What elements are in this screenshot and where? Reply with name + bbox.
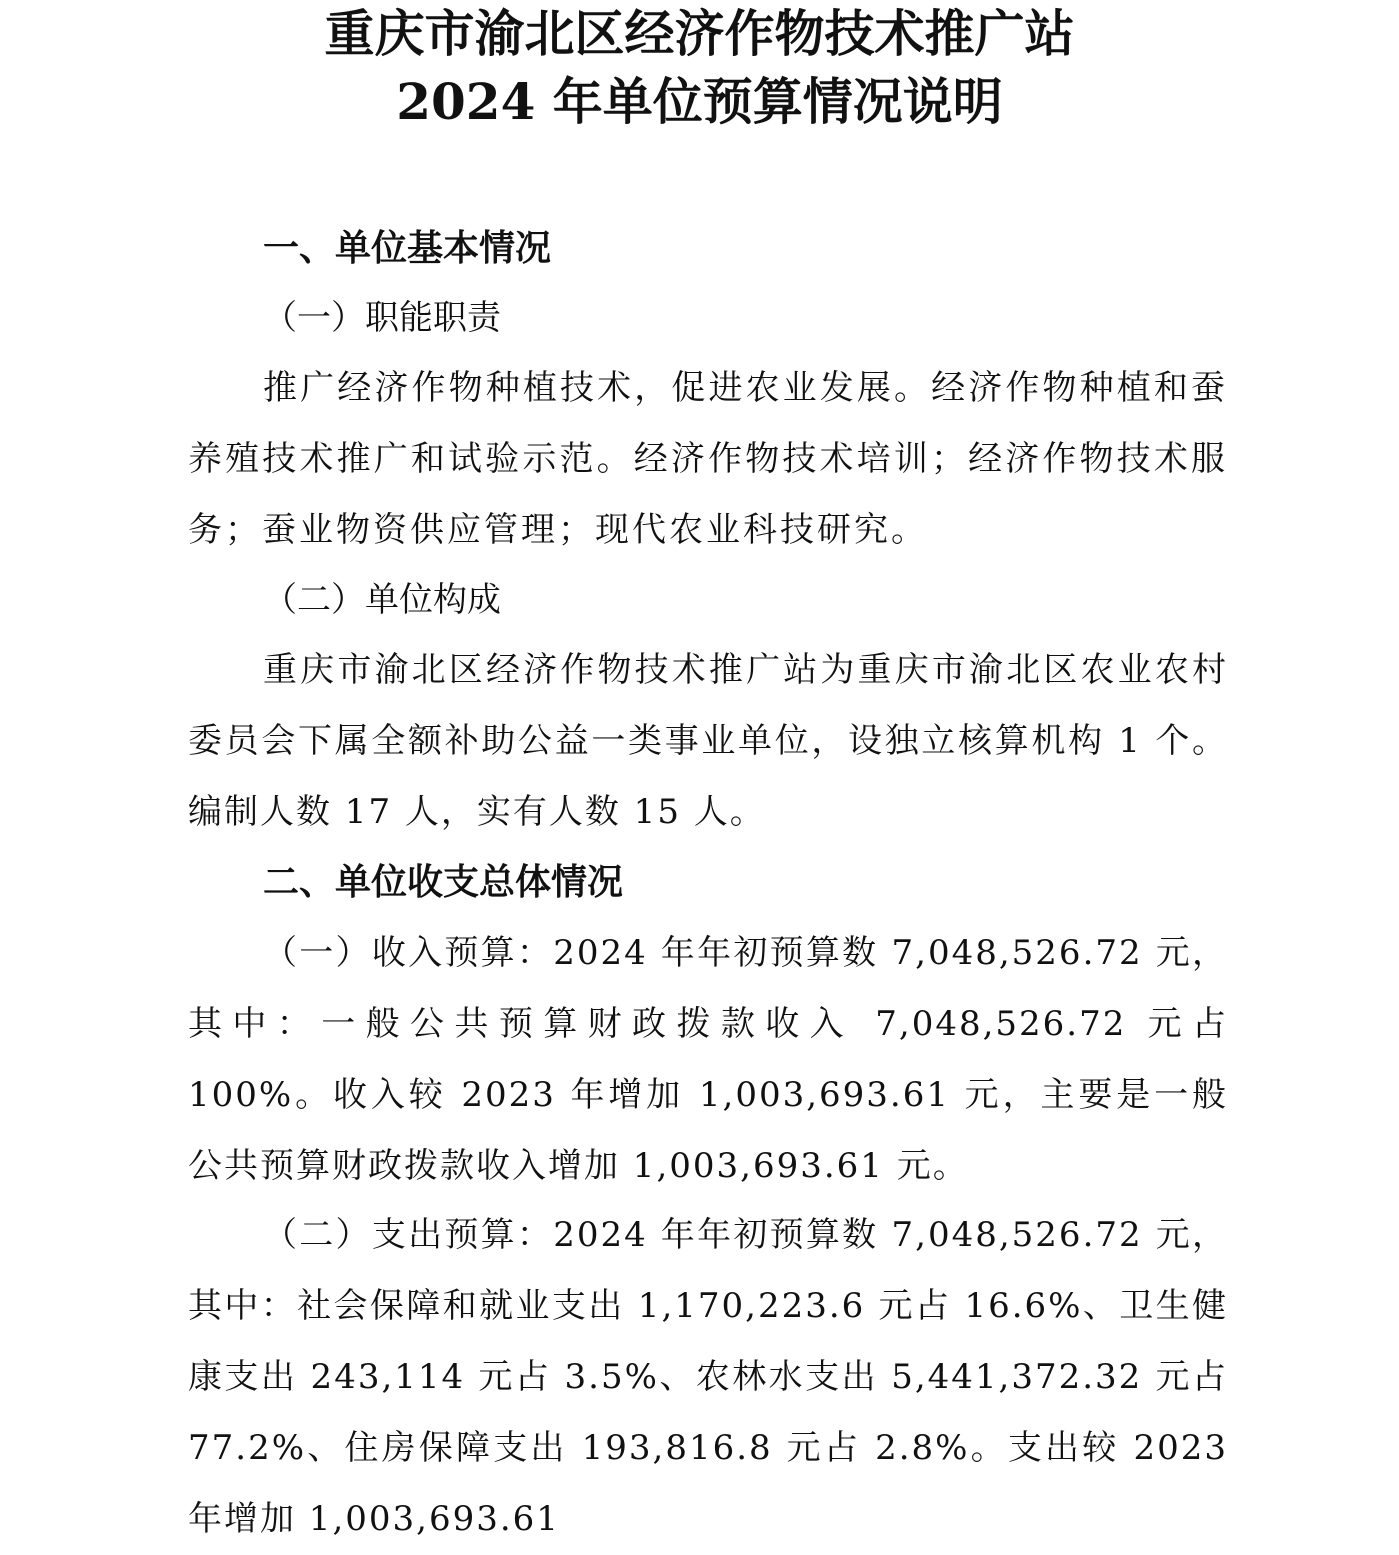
section-heading-basic-info: 一、单位基本情况	[263, 227, 552, 269]
subsection-heading-composition: （二）单位构成	[263, 580, 501, 620]
paragraph-duties: 推广经济作物种植技术，促进农业发展。经济作物种植和蚕养殖技术推广和试验示范。经济作物技术培训；经济作物技术服务；蚕业物资供应管理；现代农业科技研究。	[188, 368, 1228, 550]
section-heading-budget-overview: 二、单位收支总体情况	[263, 861, 624, 903]
paragraph-expense-budget: （二）支出预算：2024 年年初预算数 7,048,526.72 元，其中：社会保障和就业支出 1,170,223.6 元占 16.6%、卫生健康支出 243,114 元占 3.5%、农林水支出 5,441,372.32 元占 77.2%、住房保障支出 193,816.8 元占 2.8%。支出较 2023 年增加 1,003,693.61	[188, 1215, 1228, 1539]
subsection-heading-duties: （一）职能职责	[263, 298, 501, 338]
document-title-line1: 重庆市渝北区经济作物技术推广站	[324, 4, 1075, 63]
paragraph-income-budget: （一）收入预算：2024 年年初预算数 7,048,526.72 元，其中：一般公共预算财政拨款收入 7,048,526.72 元占 100%。收入较 2023 年增加 1,003,693.61 元，主要是一般公共预算财政拨款收入增加 1,003,693.61 元。	[188, 933, 1228, 1186]
document-title-line2: 2024 年单位预算情况说明	[396, 72, 1003, 131]
paragraph-composition: 重庆市渝北区经济作物技术推广站为重庆市渝北区农业农村委员会下属全额补助公益一类事业单位，设独立核算机构 1 个。编制人数 17 人，实有人数 15 人。	[188, 650, 1228, 832]
